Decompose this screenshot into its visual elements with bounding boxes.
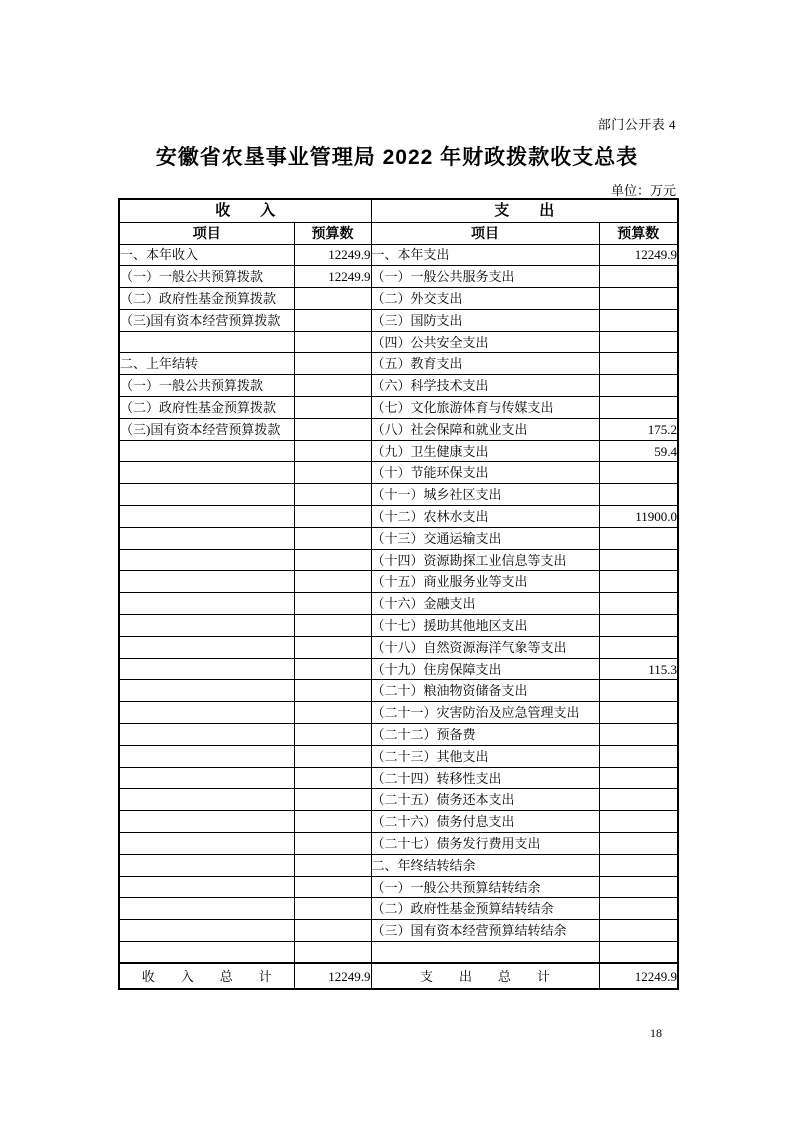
income-item-cell: [119, 942, 294, 964]
budget-summary-table: [118, 198, 679, 990]
unit-label: 单位：万元: [610, 183, 676, 198]
table-row: [119, 636, 678, 658]
income-value-cell: [294, 484, 371, 506]
table-row: [119, 527, 678, 549]
expense-group-header: 支 出: [371, 199, 678, 222]
expense-value-cell: [599, 353, 678, 375]
income-value-cell: [294, 615, 371, 637]
expense-value-cell: [599, 615, 678, 637]
expense-item-cell: （八）社会保障和就业支出: [371, 418, 599, 440]
expense-item-cell: （十六）金融支出: [371, 593, 599, 615]
table-row: [119, 549, 678, 571]
income-item-cell: [119, 636, 294, 658]
expense-value-cell: [599, 767, 678, 789]
income-value-cell: [294, 397, 371, 419]
table-row: [119, 745, 678, 767]
income-value-cell: [294, 353, 371, 375]
expense-item-cell: （二十七）债务发行费用支出: [371, 833, 599, 855]
expense-item-cell: 二、年终结转结余: [371, 854, 599, 876]
expense-value-cell: [599, 484, 678, 506]
table-row: [119, 462, 678, 484]
income-budget-header: 预算数: [294, 222, 371, 244]
income-item-cell: [119, 593, 294, 615]
expense-item-cell: （二十）粮油物资储备支出: [371, 680, 599, 702]
expense-value-cell: 11900.0: [599, 506, 678, 528]
income-item-cell: [119, 615, 294, 637]
expense-item-cell: [371, 942, 599, 964]
income-value-cell: [294, 309, 371, 331]
expense-item-cell: （二十一）灾害防治及应急管理支出: [371, 702, 599, 724]
expense-item-header: 项目: [371, 222, 599, 244]
group-header-row: [119, 199, 678, 222]
expense-value-cell: [599, 876, 678, 898]
expense-value-cell: 59.4: [599, 440, 678, 462]
table-row: [119, 789, 678, 811]
expense-item-cell: （二十六）债务付息支出: [371, 811, 599, 833]
income-value-cell: [294, 549, 371, 571]
expense-total-label: 支 出 总 计: [371, 963, 599, 989]
expense-item-cell: （五）教育支出: [371, 353, 599, 375]
income-group-header: 收 入: [119, 199, 371, 222]
income-value-cell: [294, 288, 371, 310]
income-value-cell: [294, 898, 371, 920]
income-item-cell: [119, 724, 294, 746]
income-item-cell: [119, 833, 294, 855]
income-item-cell: 一、本年收入: [119, 244, 294, 266]
income-item-cell: [119, 745, 294, 767]
table-row: [119, 942, 678, 964]
table-row: [119, 615, 678, 637]
income-item-cell: （一）一般公共预算拨款: [119, 266, 294, 288]
expense-value-cell: [599, 898, 678, 920]
income-item-cell: [119, 484, 294, 506]
expense-item-cell: （三）国有资本经营预算结转结余: [371, 920, 599, 942]
income-value-cell: [294, 418, 371, 440]
expense-value-cell: [599, 942, 678, 964]
expense-item-cell: （十三）交通运输支出: [371, 527, 599, 549]
table-row: [119, 767, 678, 789]
expense-item-cell: （十一）城乡社区支出: [371, 484, 599, 506]
income-value-cell: [294, 506, 371, 528]
table-row: [119, 331, 678, 353]
income-total-value: 12249.9: [294, 963, 371, 989]
expense-item-cell: （六）科学技术支出: [371, 375, 599, 397]
income-value-cell: [294, 767, 371, 789]
income-value-cell: [294, 724, 371, 746]
table-row: [119, 375, 678, 397]
income-value-cell: [294, 680, 371, 702]
expense-value-cell: [599, 397, 678, 419]
income-value-cell: [294, 920, 371, 942]
income-item-cell: [119, 331, 294, 353]
table-row: [119, 680, 678, 702]
expense-value-cell: [599, 680, 678, 702]
expense-item-cell: （十四）资源勘探工业信息等支出: [371, 549, 599, 571]
expense-item-cell: （二）外交支出: [371, 288, 599, 310]
expense-item-cell: （十）节能环保支出: [371, 462, 599, 484]
table-row: [119, 658, 678, 680]
expense-item-cell: （十七）援助其他地区支出: [371, 615, 599, 637]
income-item-cell: （三)国有资本经营预算拨款: [119, 309, 294, 331]
expense-value-cell: [599, 811, 678, 833]
expense-value-cell: [599, 266, 678, 288]
table-row: [119, 702, 678, 724]
page-number: 18: [650, 1026, 662, 1040]
expense-value-cell: [599, 636, 678, 658]
table-row: [119, 854, 678, 876]
expense-item-cell: （二十二）预备费: [371, 724, 599, 746]
income-item-header: 项目: [119, 222, 294, 244]
expense-item-cell: （十八）自然资源海洋气象等支出: [371, 636, 599, 658]
income-value-cell: [294, 593, 371, 615]
expense-item-cell: （三）国防支出: [371, 309, 599, 331]
income-value-cell: [294, 375, 371, 397]
income-value-cell: [294, 658, 371, 680]
table-row: [119, 397, 678, 419]
expense-value-cell: [599, 375, 678, 397]
income-item-cell: [119, 854, 294, 876]
expense-value-cell: [599, 549, 678, 571]
expense-value-cell: [599, 309, 678, 331]
expense-value-cell: 115.3: [599, 658, 678, 680]
page-title: 安徽省农垦事业管理局 2022 年财政拨款收支总表: [155, 146, 639, 169]
expense-value-cell: [599, 462, 678, 484]
income-value-cell: [294, 571, 371, 593]
income-item-cell: [119, 527, 294, 549]
income-value-cell: 12249.9: [294, 244, 371, 266]
income-item-cell: [119, 462, 294, 484]
table-row: [119, 898, 678, 920]
expense-value-cell: [599, 920, 678, 942]
expense-value-cell: [599, 527, 678, 549]
income-item-cell: （三)国有资本经营预算拨款: [119, 418, 294, 440]
table-row: [119, 593, 678, 615]
income-value-cell: [294, 636, 371, 658]
expense-item-cell: （二十五）债务还本支出: [371, 789, 599, 811]
expense-item-cell: （十五）商业服务业等支出: [371, 571, 599, 593]
expense-item-cell: （二十三）其他支出: [371, 745, 599, 767]
income-value-cell: [294, 527, 371, 549]
table-row: [119, 920, 678, 942]
table-row: [119, 288, 678, 310]
total-row: [119, 963, 678, 989]
expense-value-cell: [599, 593, 678, 615]
income-value-cell: [294, 702, 371, 724]
expense-item-cell: （一）一般公共预算结转结余: [371, 876, 599, 898]
expense-budget-header: 预算数: [599, 222, 678, 244]
income-item-cell: [119, 549, 294, 571]
income-item-cell: [119, 702, 294, 724]
income-item-cell: 二、上年结转: [119, 353, 294, 375]
table-row: [119, 876, 678, 898]
expense-item-cell: （一）一般公共服务支出: [371, 266, 599, 288]
expense-value-cell: [599, 288, 678, 310]
income-value-cell: [294, 942, 371, 964]
expense-value-cell: [599, 724, 678, 746]
income-total-label: 收 入 总 计: [119, 963, 294, 989]
column-header-row: [119, 222, 678, 244]
income-item-cell: （二）政府性基金预算拨款: [119, 397, 294, 419]
table-row: [119, 833, 678, 855]
income-value-cell: [294, 462, 371, 484]
table-row: [119, 309, 678, 331]
expense-value-cell: [599, 702, 678, 724]
income-value-cell: [294, 789, 371, 811]
expense-item-cell: （七）文化旅游体育与传媒支出: [371, 397, 599, 419]
table-row: [119, 811, 678, 833]
income-value-cell: [294, 854, 371, 876]
expense-item-cell: （十九）住房保障支出: [371, 658, 599, 680]
income-value-cell: 12249.9: [294, 266, 371, 288]
income-item-cell: [119, 920, 294, 942]
income-item-cell: （二）政府性基金预算拨款: [119, 288, 294, 310]
expense-item-cell: （四）公共安全支出: [371, 331, 599, 353]
income-value-cell: [294, 745, 371, 767]
income-item-cell: [119, 506, 294, 528]
table-row: [119, 418, 678, 440]
expense-value-cell: [599, 789, 678, 811]
income-item-cell: [119, 680, 294, 702]
table-row: [119, 506, 678, 528]
table-row: [119, 484, 678, 506]
table-row: [119, 440, 678, 462]
table-row: [119, 571, 678, 593]
expense-item-cell: （二）政府性基金预算结转结余: [371, 898, 599, 920]
income-item-cell: [119, 811, 294, 833]
expense-value-cell: [599, 854, 678, 876]
doc-note: 部门公开表 4: [597, 117, 676, 132]
income-item-cell: [119, 789, 294, 811]
income-item-cell: [119, 571, 294, 593]
income-item-cell: [119, 898, 294, 920]
expense-value-cell: 175.2: [599, 418, 678, 440]
expense-value-cell: [599, 571, 678, 593]
income-item-cell: [119, 440, 294, 462]
income-value-cell: [294, 876, 371, 898]
expense-value-cell: [599, 331, 678, 353]
expense-item-cell: （九）卫生健康支出: [371, 440, 599, 462]
income-item-cell: （一）一般公共预算拨款: [119, 375, 294, 397]
expense-total-value: 12249.9: [599, 963, 678, 989]
income-value-cell: [294, 440, 371, 462]
income-value-cell: [294, 811, 371, 833]
expense-value-cell: [599, 833, 678, 855]
table-row: [119, 353, 678, 375]
expense-item-cell: （十二）农林水支出: [371, 506, 599, 528]
expense-item-cell: 一、本年支出: [371, 244, 599, 266]
table-row: [119, 724, 678, 746]
expense-item-cell: （二十四）转移性支出: [371, 767, 599, 789]
table-row: [119, 266, 678, 288]
income-item-cell: [119, 876, 294, 898]
income-item-cell: [119, 767, 294, 789]
income-value-cell: [294, 331, 371, 353]
table-row: [119, 244, 678, 266]
expense-value-cell: 12249.9: [599, 244, 678, 266]
income-item-cell: [119, 658, 294, 680]
expense-value-cell: [599, 745, 678, 767]
income-value-cell: [294, 833, 371, 855]
table-body: [119, 199, 678, 989]
